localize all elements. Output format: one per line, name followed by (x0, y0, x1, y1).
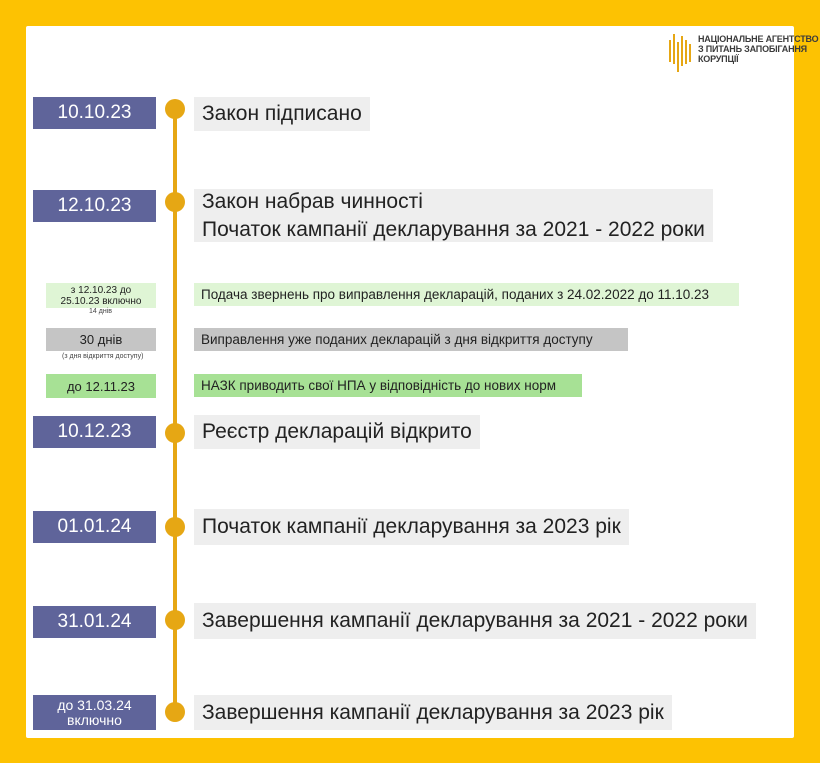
milestone-event-text: Закон підписано (202, 102, 362, 125)
sub-item-period: до 12.11.23 (46, 374, 156, 398)
logo-line-2: З ПИТАНЬ ЗАПОБІГАННЯ (698, 44, 807, 54)
milestone-date-line-1: до 31.03.24 (57, 696, 132, 713)
sub-item-period-line-2: 25.10.23 включно (60, 295, 142, 307)
sub-item-text: Подача звернень про виправлення декларацій, поданих з 24.02.2022 до 11.10.23 (194, 283, 739, 306)
milestone-event-text: Завершення кампанії декларування за 2023 рік (202, 700, 664, 724)
timeline-dot (165, 423, 185, 443)
timeline-dot (165, 517, 185, 537)
nazk-emblem-icon (668, 30, 692, 74)
milestone-date: 01.01.24 (33, 511, 156, 543)
sub-item-text: НАЗК приводить свої НПА у відповідність до нових норм (194, 374, 582, 397)
milestone-event (194, 603, 756, 639)
timeline-dot (165, 192, 185, 212)
milestone-event (194, 695, 672, 730)
sub-item-period: 30 днів (46, 328, 156, 351)
sub-item-period-line-1: з 12.10.23 до (70, 284, 132, 296)
milestone-event-text: Початок кампанії декларування за 2023 рік (202, 515, 621, 538)
milestone-event (194, 415, 480, 449)
milestone-event-line-1: Закон набрав чинності (202, 189, 423, 213)
logo-line-3: КОРУПЦІЇ (698, 54, 739, 64)
timeline-dot (165, 702, 185, 722)
logo-text (698, 34, 819, 64)
sub-item-period (46, 283, 156, 308)
milestone-date: 10.10.23 (33, 97, 156, 129)
timeline-dot (165, 610, 185, 630)
sub-item-note: (з дня відкриття доступу) (62, 353, 144, 360)
milestone-date: 10.12.23 (33, 416, 156, 448)
milestone-date (33, 695, 156, 730)
milestone-event-text: Реєстр декларацій відкрито (202, 420, 472, 443)
milestone-event (194, 189, 713, 242)
timeline-dot (165, 99, 185, 119)
milestone-date-line-2: включно (67, 711, 122, 728)
milestone-event (194, 509, 629, 545)
milestone-date: 31.01.24 (33, 606, 156, 638)
milestone-event-line-2: Початок кампанії декларування за 2021 - 2022 роки (202, 217, 705, 241)
sub-item-text: Виправлення уже поданих декларацій з дня відкриття доступу (194, 328, 628, 351)
sub-item-note: 14 днів (89, 308, 112, 315)
nazk-logo (668, 30, 819, 74)
logo-line-1: НАЦІОНАЛЬНЕ АГЕНТСТВО (698, 34, 819, 44)
milestone-event (194, 97, 370, 131)
milestone-date: 12.10.23 (33, 190, 156, 222)
milestone-event-text: Завершення кампанії декларування за 2021 - 2022 роки (202, 609, 748, 632)
